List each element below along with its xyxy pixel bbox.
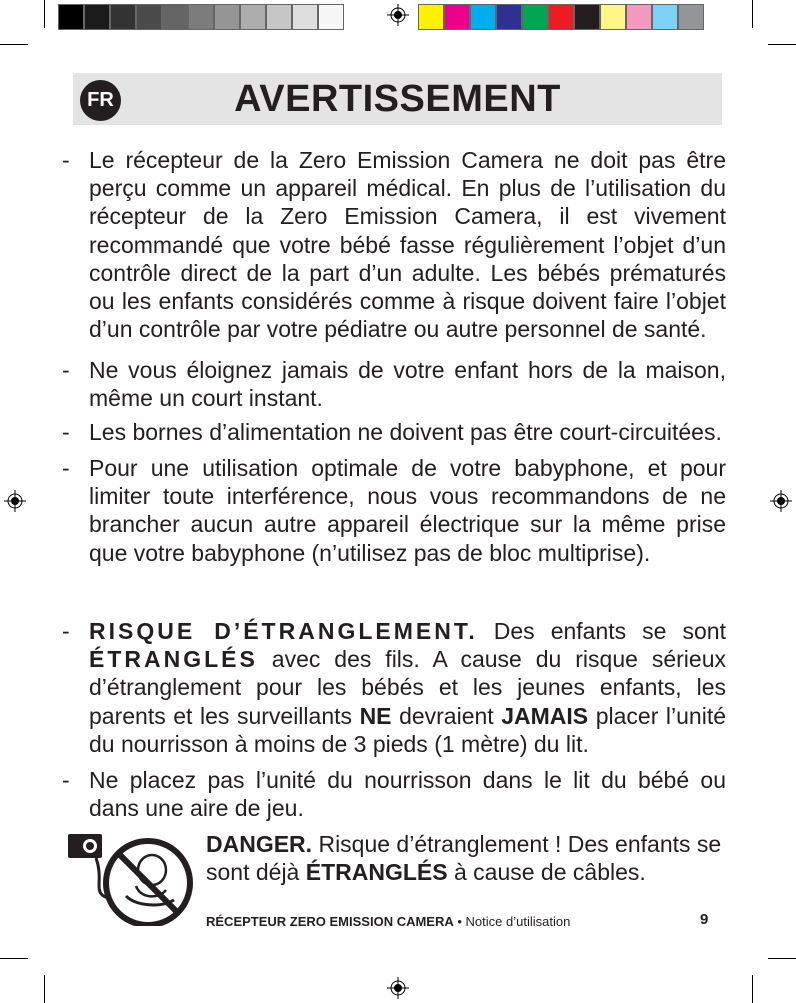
strangulation-text: RISQUE D’ÉTRANGLEMENT. Des enfants se sont ÉTRANGLÉS avec des fils. A cause du risque sérieux d’étranglement pour les bébés et les jeunes enfants, les parents et les surveillants NE devraient JAMAIS placer l’unité du nourrisson à moins de 3 pieds (1 mètre) du lit. [89,618,726,757]
color-swatch [444,4,470,30]
crop-mark [44,975,45,1003]
footer-product: RÉCEPTEUR ZERO EMISSION CAMERA [206,914,454,929]
risk-heading: RISQUE D’ÉTRANGLEMENT. [89,618,478,644]
color-calibration-bar-color [418,4,704,30]
warning-text: Ne placez pas l’unité du nourrisson dans le lit du bébé ou dans une aire de jeu. [89,767,726,822]
warning-text: Les bornes d’alimentation ne doivent pas être court-circuitées. [89,419,722,445]
color-swatch [678,4,704,30]
crop-mark [752,975,753,1003]
color-swatch [84,4,110,30]
color-swatch [470,4,496,30]
color-swatch [548,4,574,30]
color-swatch [214,4,240,30]
color-swatch [418,4,444,30]
color-swatch [496,4,522,30]
strangulation-warning [62,617,726,758]
warning-item [62,146,726,343]
color-swatch [58,4,84,30]
color-swatch [652,4,678,30]
crop-mark [0,44,28,45]
color-swatch [318,4,344,30]
color-swatch [626,4,652,30]
danger-label: DANGER. [206,831,313,857]
color-swatch [266,4,292,30]
color-swatch [240,4,266,30]
bullet-dash: - [62,767,70,793]
crop-mark [752,0,753,28]
color-swatch [136,4,162,30]
bullet-dash: - [62,357,70,383]
strangled-emphasis: ÉTRANGLÉS [305,859,448,886]
crop-mark [0,958,28,959]
bullet-dash: - [62,455,70,481]
registration-mark-icon [387,4,409,26]
warning-text: Pour une utilisation optimale de votre babyphone, et pour limiter toute interférence, nous vous recommandons de ne brancher aucun autre appareil électrique sur la même prise que votre babyphone (n’utilisez pas de bloc multiprise). [89,455,726,566]
page-number: 9 [700,911,709,928]
warning-item [62,418,726,446]
color-swatch [574,4,600,30]
crop-mark [768,958,796,959]
color-swatch [162,4,188,30]
color-swatch [292,4,318,30]
crop-mark [768,44,796,45]
footer-doc: Notice d’utilisation [465,914,571,929]
bullet-dash: - [62,419,70,445]
jamais-emphasis: JAMAIS [501,702,589,729]
danger-note: DANGER. Risque d’étranglement ! Des enfants se sont déjà ÉTRANGLÉS à cause de câbles. [206,831,722,886]
registration-mark-icon [4,490,26,512]
crop-mark [44,0,45,28]
strangled-emphasis: ÉTRANGLÉS [89,646,258,673]
color-swatch [522,4,548,30]
page-title: AVERTISSEMENT [234,78,561,120]
no-baby-cable-danger-icon [66,826,196,926]
warning-text: Le récepteur de la Zero Emission Camera ne doit pas être perçu comme un appareil médical. En plus de l’utilisation du récepteur de la Zero Emission Camera, il est vivement recommandé que votre bébé fasse régulièrement l’objet d’un contrôle direct de la part d’un adulte. Les bébés prématurés ou les enfants considérés comme à risque doivent faire l’objet d’un contrôle par votre pédiatre ou autre personnel de santé. [89,147,726,343]
footer: RÉCEPTEUR ZERO EMISSION CAMERA • Notice d’utilisation [206,914,571,929]
warning-item [62,454,726,567]
color-swatch [188,4,214,30]
ne-emphasis: NE [359,702,392,729]
color-calibration-bar-gray [58,4,344,30]
bullet-dash: - [62,618,70,644]
warning-item [62,766,726,822]
registration-mark-icon [387,977,409,999]
bullet-dash: - [62,147,70,173]
warning-item [62,356,726,412]
registration-mark-icon [770,490,792,512]
warning-text: Ne vous éloignez jamais de votre enfant hors de la maison, même un court instant. [89,357,726,412]
color-swatch [600,4,626,30]
color-swatch [110,4,136,30]
language-badge: FR [80,80,121,121]
